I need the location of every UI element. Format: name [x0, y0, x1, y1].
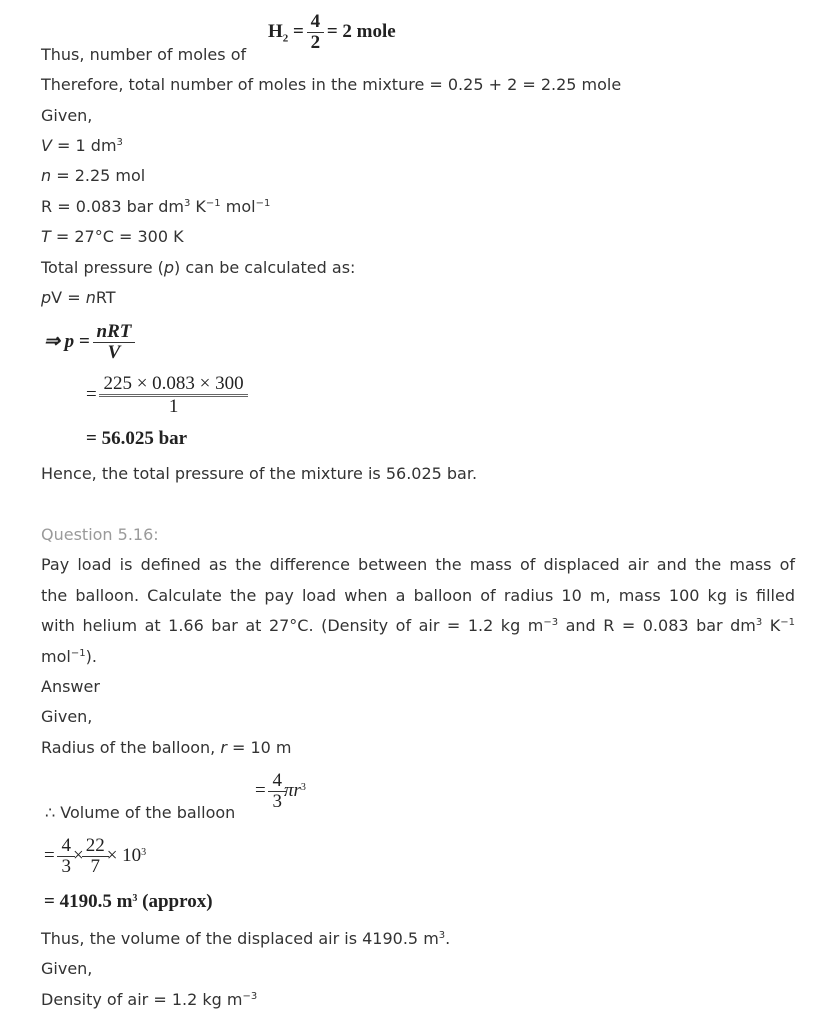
- equals-sign: =: [293, 20, 304, 42]
- pi-r: πr: [283, 779, 301, 801]
- volume-result: [44, 891, 213, 913]
- sup: 3: [183, 198, 191, 209]
- numerator: 4: [310, 11, 321, 32]
- var-v: V: [51, 288, 63, 307]
- sup: −3: [242, 991, 258, 1002]
- displaced-part-a: Thus, the volume of the displaced air is 4190.5 m: [41, 929, 439, 948]
- tp-part-a: Total pressure (: [41, 258, 164, 277]
- question-line-3: [41, 616, 795, 636]
- line-given-1: Given,: [41, 106, 93, 125]
- denominator: V: [93, 342, 136, 363]
- times-ten: × 10: [106, 844, 142, 866]
- h2-subscript: 2: [282, 32, 289, 45]
- question-line-1: Pay load is defined as the difference between the mass of displaced air and the mass of: [41, 555, 795, 574]
- numerator: nRT: [96, 321, 132, 342]
- r-part-c: mol: [220, 197, 256, 216]
- var-t: T: [41, 227, 51, 246]
- tp-part-b: ) can be calculated as:: [174, 258, 356, 277]
- line-moles: [41, 166, 145, 186]
- var-r: r: [220, 738, 227, 757]
- fraction-4-over-3: [270, 771, 284, 812]
- radius-value: = 10 m: [226, 738, 292, 757]
- density-label: Density of air = 1.2 kg m: [41, 990, 243, 1009]
- temperature-value: = 27°C = 300 K: [50, 227, 184, 246]
- moles-h2-equation: [268, 12, 396, 53]
- moles-result: = 2 mole: [326, 20, 396, 42]
- displaced-part-b: .: [445, 929, 451, 948]
- sup: −1: [780, 617, 796, 628]
- q3-part-c: K: [762, 616, 781, 635]
- q3-part-b: and R = 0.083 bar dm: [558, 616, 756, 635]
- sup: 3: [132, 893, 138, 904]
- sup: 3: [141, 846, 147, 858]
- times-sign: ×: [72, 844, 84, 866]
- denominator: 1: [99, 394, 247, 417]
- denominator: 3: [268, 791, 286, 812]
- line-total-pressure: [41, 258, 355, 278]
- fraction-22-over-7: [84, 836, 107, 877]
- answer-displaced-air: [41, 929, 450, 949]
- answer-density: [41, 990, 257, 1010]
- line-moles-of: Thus, number of moles of: [41, 45, 247, 64]
- moles-value: = 2.25 mol: [51, 166, 146, 185]
- numerator: 225 × 0.083 × 300: [103, 373, 244, 394]
- denominator: 3: [57, 856, 75, 877]
- denominator: 2: [307, 32, 325, 53]
- volume-value: = 1 dm: [51, 136, 117, 155]
- pressure-substitution: [86, 374, 246, 417]
- fraction-4-over-3: [59, 836, 73, 877]
- answer-given-2: Given,: [41, 959, 93, 978]
- numerator: 4: [272, 770, 282, 791]
- var-n: n: [41, 166, 52, 185]
- r-part-b: K: [190, 197, 206, 216]
- r-part-a: R = 0.083 bar dm: [41, 197, 184, 216]
- equals-sign: =: [86, 383, 97, 405]
- numerator: 22: [85, 835, 105, 856]
- fraction-4-over-2: [309, 12, 323, 53]
- denominator: 7: [82, 856, 109, 877]
- line-gas-constant: [41, 197, 270, 217]
- implies-p-equals: ⇒ p =: [44, 330, 90, 352]
- fraction-nrt-over-v: [95, 322, 134, 363]
- line-conclusion: Hence, the total pressure of the mixture is 56.025 bar.: [41, 464, 478, 483]
- volume-formula: [255, 771, 306, 812]
- equals-sign: =: [44, 844, 55, 866]
- question-line-4: [41, 647, 97, 667]
- q4-part-b: ).: [85, 647, 97, 666]
- equals-sign: =: [255, 779, 266, 801]
- q3-part-a: with helium at 1.66 bar at 27°C. (Density of air = 1.2 kg m: [41, 616, 544, 635]
- fraction-values-over-1: [101, 374, 245, 417]
- sup: 3: [116, 137, 123, 148]
- volume-value: = 4190.5 m: [44, 891, 133, 912]
- q4-part-a: mol: [41, 647, 71, 666]
- line-temperature: [41, 227, 184, 247]
- sup: −1: [70, 648, 86, 659]
- sup: 3: [755, 617, 763, 628]
- equals-sign: =: [62, 288, 86, 307]
- var-p: p: [163, 258, 175, 277]
- answer-radius: [41, 738, 292, 758]
- approx-label: (approx): [137, 891, 213, 912]
- pressure-result: = 56.025 bar: [86, 428, 188, 449]
- answer-volume-label: ∴ Volume of the balloon: [45, 803, 236, 822]
- numerator: 4: [61, 835, 71, 856]
- var-n: n: [85, 288, 96, 307]
- sup: −1: [205, 198, 221, 209]
- answer-label: Answer: [41, 677, 100, 696]
- line-total-moles: Therefore, total number of moles in the mixture = 0.25 + 2 = 2.25 mole: [41, 75, 622, 94]
- sup: 3: [438, 930, 446, 941]
- var-p: p: [41, 288, 52, 307]
- answer-given: Given,: [41, 707, 93, 726]
- line-volume: [41, 136, 123, 156]
- sup: −3: [543, 617, 559, 628]
- sup: −1: [255, 198, 271, 209]
- sup: 3: [300, 781, 306, 793]
- rt-text: RT: [95, 288, 116, 307]
- pressure-derivation: [44, 322, 133, 363]
- line-ideal-gas-law: [41, 288, 116, 308]
- question-line-2: the balloon. Calculate the pay load when a balloon of radius 10 m, mass 100 kg is filled: [41, 586, 795, 605]
- volume-calculation: [44, 836, 146, 877]
- h2-symbol: H: [268, 20, 283, 42]
- radius-label: Radius of the balloon,: [41, 738, 221, 757]
- question-heading: Question 5.16:: [41, 525, 159, 544]
- var-v: V: [41, 136, 52, 155]
